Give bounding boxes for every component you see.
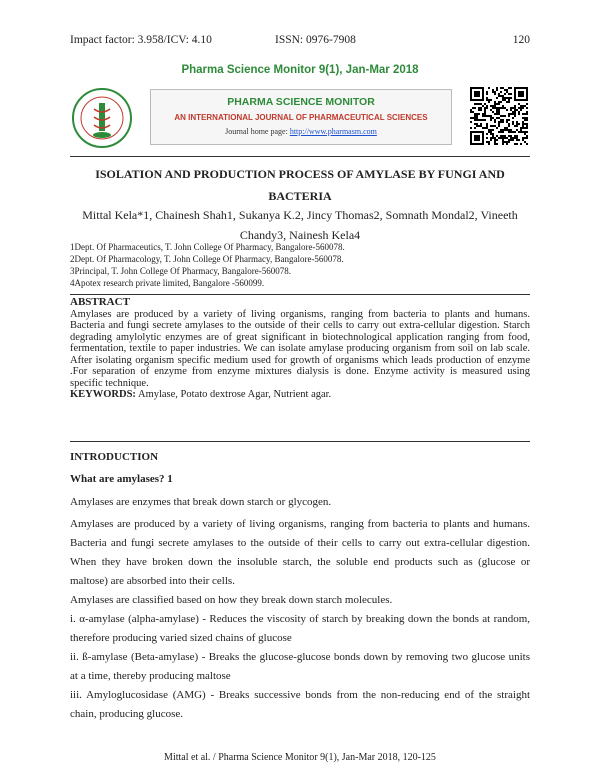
page-number: 120 [512, 34, 530, 46]
paper-title [70, 163, 530, 207]
home-link[interactable]: http://www.pharmasm.com [289, 127, 377, 136]
affiliations [70, 241, 530, 289]
affiliation: 1Dept. Of Pharmaceutics, T. John College Of Pharmacy, Bangalore-560078. [70, 242, 345, 252]
header-divider [70, 156, 530, 157]
list-item: iii. Amyloglucosidase (AMG) - Breaks successive bonds from the non-reducing end of the straight chain, producing glucose. [70, 689, 530, 720]
banner-title: PHARMA SCIENCE MONITOR [227, 96, 375, 108]
paragraph: Amylases are classified based on how they break down starch molecules. [70, 594, 393, 606]
banner-title-box [150, 89, 452, 145]
journal-logo-icon [70, 85, 134, 151]
paragraph: Amylases are produced by a variety of living organisms, ranging from bacteria to plants and humans. Bacteria and fungi secrete amylases to the outside of their cells to carry out extra-cellular digestion. When they have broken down the insoluble starch, the soluble end products such as (glucose or maltose) are absorbed into their cells. [70, 518, 530, 587]
home-page-line [151, 127, 451, 136]
section-heading: INTRODUCTION [70, 451, 159, 463]
affiliation: 2Dept. Of Pharmacology, T. John College Of Pharmacy, Bangalore-560078. [70, 254, 344, 264]
abstract-bottom-rule [70, 441, 530, 442]
list-item: i. α-amylase (alpha-amylase) - Reduces the viscosity of starch by breaking down the bonds at random, therefore producing varied sized chains of glucose [70, 613, 530, 644]
page-footer: Mittal et al. / Pharma Science Monitor 9(1), Jan-Mar 2018, 120-125 [164, 752, 436, 763]
keywords-line [70, 389, 530, 401]
title-line-2: BACTERIA [268, 189, 332, 203]
issn: ISSN: 0976-7908 [275, 34, 356, 46]
abstract-top-rule [70, 294, 530, 295]
journal-issue-line: Pharma Science Monitor 9(1), Jan-Mar 2018 [181, 64, 419, 76]
abstract-heading: ABSTRACT [70, 296, 130, 308]
journal-banner [70, 85, 532, 151]
author-list [70, 205, 530, 245]
keywords-text: Amylase, Potato dextrose Agar, Nutrient agar. [135, 389, 332, 400]
home-label: Journal home page: [225, 127, 290, 136]
affiliation: 4Apotex research private limited, Bangalore -560099. [70, 278, 265, 288]
keywords-label: KEYWORDS: [70, 389, 136, 400]
banner-subtitle: AN INTERNATIONAL JOURNAL OF PHARMACEUTICAL SCIENCES [174, 113, 428, 122]
list-item: ii. ß-amylase (Beta-amylase) - Breaks the glucose-glucose bonds down by removing two glucose units at a time, thereby producing maltose [70, 651, 530, 682]
body-text [70, 448, 530, 724]
authors-line-1: Mittal Kela*1, Chainesh Shah1, Sukanya K.2, Jincy Thomas2, Somnath Mondal2, Vineeth [82, 208, 518, 222]
paragraph: Amylases are enzymes that break down starch or glycogen. [70, 496, 332, 508]
abstract-text: Amylases are produced by a variety of living organisms, ranging from bacteria to plants and humans. Bacteria and fungi secrete amylases to the outside of their cells to carry out extra-cellular digestion. Starch degrading amylolytic enzymes are of great significant in biotechnological application ranging from food, fermentation, textile to paper industries. We can isolate amylase producing organism from soil on lab scale. After isolating organism specific medium used for growth of organisms which leads production of enzyme .For separation of enzyme from enzyme mixtures dialysis is done. Enzyme activity is measured using specific technique. [70, 308, 530, 389]
title-line-1: ISOLATION AND PRODUCTION PROCESS OF AMYLASE BY FUNGI AND [95, 167, 505, 181]
abstract-block [70, 297, 530, 401]
impact-factor: Impact factor: 3.958/ICV: 4.10 [70, 34, 212, 46]
qr-code-icon [470, 87, 528, 145]
authors-line-2: Chandy3, Nainesh Kela4 [239, 228, 361, 242]
affiliation: 3Principal, T. John College Of Pharmacy, Bangalore-560078. [70, 266, 292, 276]
subsection-heading: What are amylases? 1 [70, 473, 173, 485]
